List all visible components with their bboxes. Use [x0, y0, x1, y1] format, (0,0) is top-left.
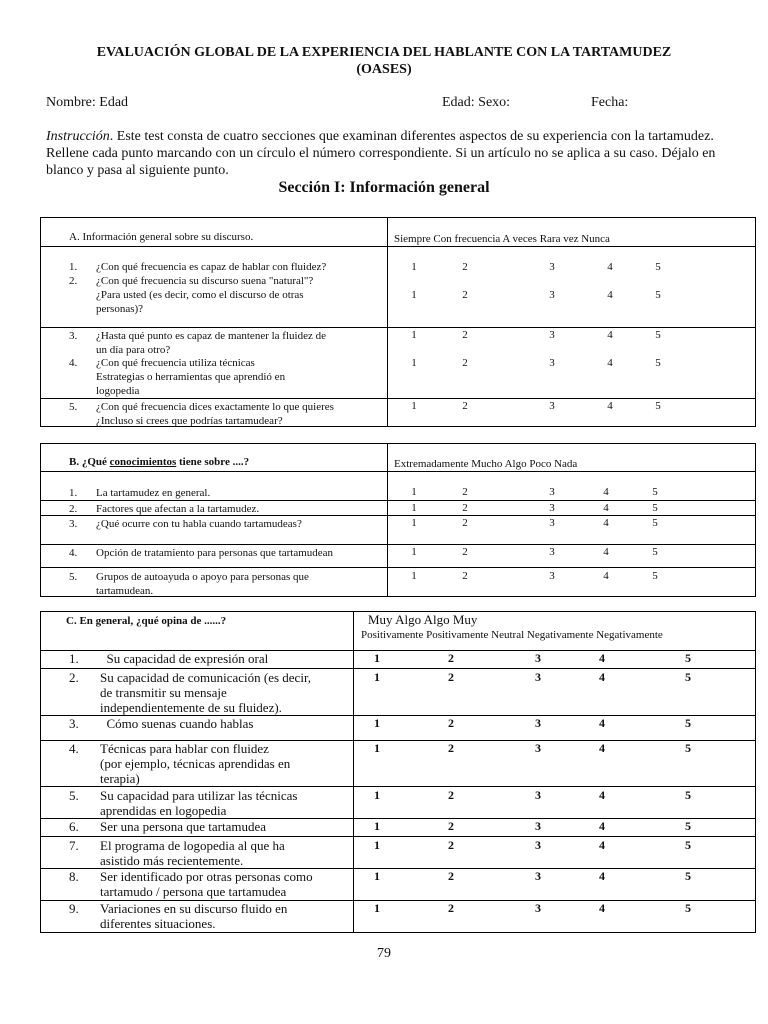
section_a-item-number: 2.: [69, 275, 78, 287]
scale-option-3[interactable]: 3: [535, 788, 541, 802]
scale-option-2[interactable]: 2: [462, 486, 468, 498]
section_c-item-number: 6.: [69, 819, 79, 834]
section_c-item-text: Técnicas para hablar con fluidez: [100, 741, 269, 756]
scale-option-1[interactable]: 1: [411, 570, 417, 582]
scale-option-1[interactable]: 1: [374, 741, 380, 755]
scale-option-3[interactable]: 3: [549, 570, 555, 582]
scale-option-2[interactable]: 2: [448, 838, 454, 852]
section_b-item-number: 2.: [69, 503, 78, 515]
section_b-item-text: Opción de tratamiento para personas que tartamudean: [96, 547, 334, 559]
section_a-item-text: ¿Con qué frecuencia es capaz de hablar con fluidez?: [96, 261, 327, 273]
section_c-item-number: 4.: [69, 741, 79, 756]
scale-option-1[interactable]: 1: [411, 486, 417, 498]
title-line-1: EVALUACIÓN GLOBAL DE LA EXPERIENCIA DEL HABLANTE CON LA TARTAMUDEZ: [96, 45, 672, 60]
scale-option-1[interactable]: 1: [411, 546, 417, 558]
scale-option-3[interactable]: 3: [535, 819, 541, 833]
section_c-item-number: 5.: [69, 788, 79, 803]
section_c-item-text: Ser identificado por otras personas como: [100, 869, 313, 884]
scale-option-3[interactable]: 3: [535, 651, 541, 665]
scale-option-3[interactable]: 3: [535, 901, 541, 915]
scale-option-2[interactable]: 2: [462, 546, 468, 558]
scale-option-3[interactable]: 3: [549, 400, 555, 412]
section_c-item-text: independientemente de su fluidez).: [100, 700, 282, 715]
scale-option-1[interactable]: 1: [374, 670, 380, 684]
scale-option-5[interactable]: 5: [652, 546, 658, 558]
scale-option-4[interactable]: 4: [607, 289, 613, 301]
section_c-item-text: Variaciones en su discurso fluido en: [100, 901, 288, 916]
scale-option-5[interactable]: 5: [685, 838, 691, 852]
section_b-item-text: ¿Qué ocurre con tu habla cuando tartamudeas?: [96, 518, 302, 530]
scale-option-2[interactable]: 2: [462, 357, 468, 369]
scale-option-5[interactable]: 5: [685, 819, 691, 833]
edad-sexo-label: Edad: Sexo:: [442, 95, 511, 110]
scale-option-1[interactable]: 1: [411, 357, 417, 369]
scale-option-1[interactable]: 1: [411, 400, 417, 412]
section_c-item-text: de transmitir su mensaje: [100, 685, 227, 700]
section_a-item-text: ¿Para usted (es decir, como el discurso de otras: [96, 289, 304, 301]
scale-option-4[interactable]: 4: [599, 741, 605, 755]
scale-option-1[interactable]: 1: [411, 329, 417, 341]
section-b-scale: Extremadamente Mucho Algo Poco Nada: [394, 458, 578, 470]
title-line-2: (OASES): [356, 62, 412, 77]
scale-option-3[interactable]: 3: [549, 357, 555, 369]
scale-option-3[interactable]: 3: [535, 869, 541, 883]
scale-option-4[interactable]: 4: [599, 838, 605, 852]
section_c-item-text: Ser una persona que tartamudea: [100, 819, 267, 834]
scale-option-3[interactable]: 3: [549, 486, 555, 498]
scale-option-2[interactable]: 2: [448, 869, 454, 883]
scale-option-5[interactable]: 5: [652, 517, 658, 529]
scale-option-1[interactable]: 1: [374, 869, 380, 883]
scale-option-5[interactable]: 5: [655, 400, 661, 412]
section_c-item-number: 8.: [69, 869, 79, 884]
scale-option-5[interactable]: 5: [685, 901, 691, 915]
scale-option-2[interactable]: 2: [448, 901, 454, 915]
scale-option-3[interactable]: 3: [549, 546, 555, 558]
fecha-label: Fecha:: [591, 95, 629, 110]
section-title: Sección I: Información general: [278, 179, 490, 196]
section_a-item-number: 5.: [69, 401, 78, 413]
scale-option-4[interactable]: 4: [599, 819, 605, 833]
scale-option-1[interactable]: 1: [374, 651, 380, 665]
scale-option-4[interactable]: 4: [603, 502, 609, 514]
section_c-item-number: 3.: [69, 716, 79, 731]
section_c-item-text: Su capacidad para utilizar las técnicas: [100, 788, 298, 803]
scale-option-1[interactable]: 1: [374, 788, 380, 802]
instruction-label: Instrucción: [46, 129, 110, 144]
scale-option-4[interactable]: 4: [607, 261, 613, 273]
instruction-paragraph: [46, 128, 726, 179]
scale-option-2[interactable]: 2: [448, 819, 454, 833]
page-number: 79: [377, 946, 391, 961]
section_a-item-number: 3.: [69, 330, 78, 342]
scale-option-3[interactable]: 3: [549, 517, 555, 529]
section_c-item-text: Cómo suenas cuando hablas: [100, 716, 254, 731]
section_c-item-text: aprendidas en logopedia: [100, 803, 227, 818]
section_c-item-text: diferentes situaciones.: [100, 916, 216, 931]
section_a-item-text: un día para otro?: [96, 344, 171, 356]
scale-option-2[interactable]: 2: [448, 651, 454, 665]
scale-option-5[interactable]: 5: [652, 486, 658, 498]
section_a-item-text: Estrategias o herramientas que aprendió en: [96, 371, 286, 383]
scale-option-4[interactable]: 4: [599, 651, 605, 665]
section_a-item-number: 4.: [69, 357, 78, 369]
scale-option-5[interactable]: 5: [655, 289, 661, 301]
scale-option-3[interactable]: 3: [549, 289, 555, 301]
scale-option-4[interactable]: 4: [607, 329, 613, 341]
scale-option-5[interactable]: 5: [685, 716, 691, 730]
section-a-table: [40, 217, 756, 427]
scale-option-3[interactable]: 3: [535, 716, 541, 730]
scale-option-5[interactable]: 5: [655, 329, 661, 341]
section_c-item-number: 1.: [69, 651, 79, 666]
scale-option-4[interactable]: 4: [603, 546, 609, 558]
scale-option-4[interactable]: 4: [599, 716, 605, 730]
section_b-item-text: tartamudean.: [96, 585, 154, 597]
scale-option-5[interactable]: 5: [685, 651, 691, 665]
section_c-item-text: asistido más recientemente.: [100, 853, 244, 868]
section_b-item-text: La tartamudez en general.: [96, 487, 211, 499]
section-c-header: C. En general, ¿qué opina de ......?: [66, 615, 227, 627]
scale-option-3[interactable]: 3: [549, 329, 555, 341]
scale-option-1[interactable]: 1: [374, 819, 380, 833]
scale-option-2[interactable]: 2: [462, 517, 468, 529]
scale-option-5[interactable]: 5: [652, 502, 658, 514]
scale-option-5[interactable]: 5: [685, 869, 691, 883]
scale-option-4[interactable]: 4: [607, 400, 613, 412]
section_a-item-number: 1.: [69, 261, 78, 273]
instruction-text: . Este test consta de cuatro secciones que examinan diferentes aspectos de su experiencia con la tartamudez. Rellene cada punto marcando con un círculo el número correspondiente. Si un artículo no se aplica a su caso. Déjalo en blanco y pasa al siguiente punto.: [46, 129, 716, 178]
scale-option-4[interactable]: 4: [607, 357, 613, 369]
section-b-header: B. ¿Qué conocimientos tiene sobre ....?: [69, 456, 250, 468]
scale-option-5[interactable]: 5: [655, 357, 661, 369]
scale-option-4[interactable]: 4: [599, 670, 605, 684]
section_c-item-number: 7.: [69, 838, 79, 853]
scale-option-4[interactable]: 4: [599, 869, 605, 883]
section_b-item-number: 3.: [69, 518, 78, 530]
scale-option-3[interactable]: 3: [535, 838, 541, 852]
scale-option-5[interactable]: 5: [685, 670, 691, 684]
scale-option-3[interactable]: 3: [535, 670, 541, 684]
scale-option-3[interactable]: 3: [549, 261, 555, 273]
scale-option-2[interactable]: 2: [448, 716, 454, 730]
scale-option-1[interactable]: 1: [411, 502, 417, 514]
scale-option-2[interactable]: 2: [462, 289, 468, 301]
scale-option-2[interactable]: 2: [462, 400, 468, 412]
section_b-item-text: Grupos de autoayuda o apoyo para personas que: [96, 571, 309, 583]
scale-option-4[interactable]: 4: [599, 901, 605, 915]
section_b-item-number: 5.: [69, 571, 78, 583]
scale-option-2[interactable]: 2: [462, 261, 468, 273]
scale-option-5[interactable]: 5: [652, 570, 658, 582]
scale-option-1[interactable]: 1: [374, 901, 380, 915]
section_a-item-text: ¿Con qué frecuencia su discurso suena "natural"?: [96, 275, 314, 287]
scale-option-5[interactable]: 5: [655, 261, 661, 273]
scale-option-2[interactable]: 2: [448, 788, 454, 802]
section_a-item-text: ¿Incluso si crees que podrías tartamudear?: [96, 415, 283, 427]
section_b-item-number: 4.: [69, 547, 78, 559]
scale-option-2[interactable]: 2: [462, 570, 468, 582]
scale-option-1[interactable]: 1: [374, 716, 380, 730]
section_c-item-number: 9.: [69, 901, 79, 916]
scale-option-5[interactable]: 5: [685, 788, 691, 802]
scale-option-2[interactable]: 2: [448, 670, 454, 684]
scale-option-1[interactable]: 1: [411, 289, 417, 301]
section_c-item-text: tartamudo / persona que tartamudea: [100, 884, 287, 899]
section-a-header: A. Información general sobre su discurso.: [69, 231, 254, 243]
section_c-item-text: Su capacidad de comunicación (es decir,: [100, 670, 311, 685]
scale-option-5[interactable]: 5: [685, 741, 691, 755]
scale-option-3[interactable]: 3: [549, 502, 555, 514]
section-c-scale-line1: Muy Algo Algo Muy: [368, 612, 478, 627]
section_a-item-text: ¿Con qué frecuencia utiliza técnicas: [96, 357, 255, 369]
section_c-item-text: El programa de logopedia al que ha: [100, 838, 285, 853]
scale-option-3[interactable]: 3: [535, 741, 541, 755]
section_c-item-text: (por ejemplo, técnicas aprendidas en: [100, 756, 291, 771]
section_c-item-text: terapia): [100, 771, 140, 786]
scale-option-4[interactable]: 4: [603, 486, 609, 498]
scale-option-4[interactable]: 4: [603, 517, 609, 529]
section_a-item-text: personas)?: [96, 303, 144, 315]
scale-option-1[interactable]: 1: [411, 517, 417, 529]
section_c-item-text: Su capacidad de expresión oral: [100, 651, 269, 666]
scale-option-4[interactable]: 4: [603, 570, 609, 582]
section_a-item-text: ¿Con qué frecuencia dices exactamente lo que quieres: [96, 401, 334, 413]
section_b-item-number: 1.: [69, 487, 78, 499]
scale-option-2[interactable]: 2: [448, 741, 454, 755]
scale-option-1[interactable]: 1: [411, 261, 417, 273]
section_b-item-text: Factores que afectan a la tartamudez.: [96, 503, 260, 515]
scale-option-1[interactable]: 1: [374, 838, 380, 852]
scale-option-2[interactable]: 2: [462, 329, 468, 341]
scale-option-2[interactable]: 2: [462, 502, 468, 514]
section_a-item-text: logopedia: [96, 385, 140, 397]
nombre-label: Nombre: Edad: [46, 95, 129, 110]
section-a-scale: Siempre Con frecuencia A veces Rara vez Nunca: [394, 233, 610, 245]
scale-option-4[interactable]: 4: [599, 788, 605, 802]
section_a-item-text: ¿Hasta qué punto es capaz de mantener la fluidez de: [96, 330, 326, 342]
section-c-scale-line2: Positivamente Positivamente Neutral Negativamente Negativamente: [361, 629, 663, 641]
section_c-item-number: 2.: [69, 670, 79, 685]
